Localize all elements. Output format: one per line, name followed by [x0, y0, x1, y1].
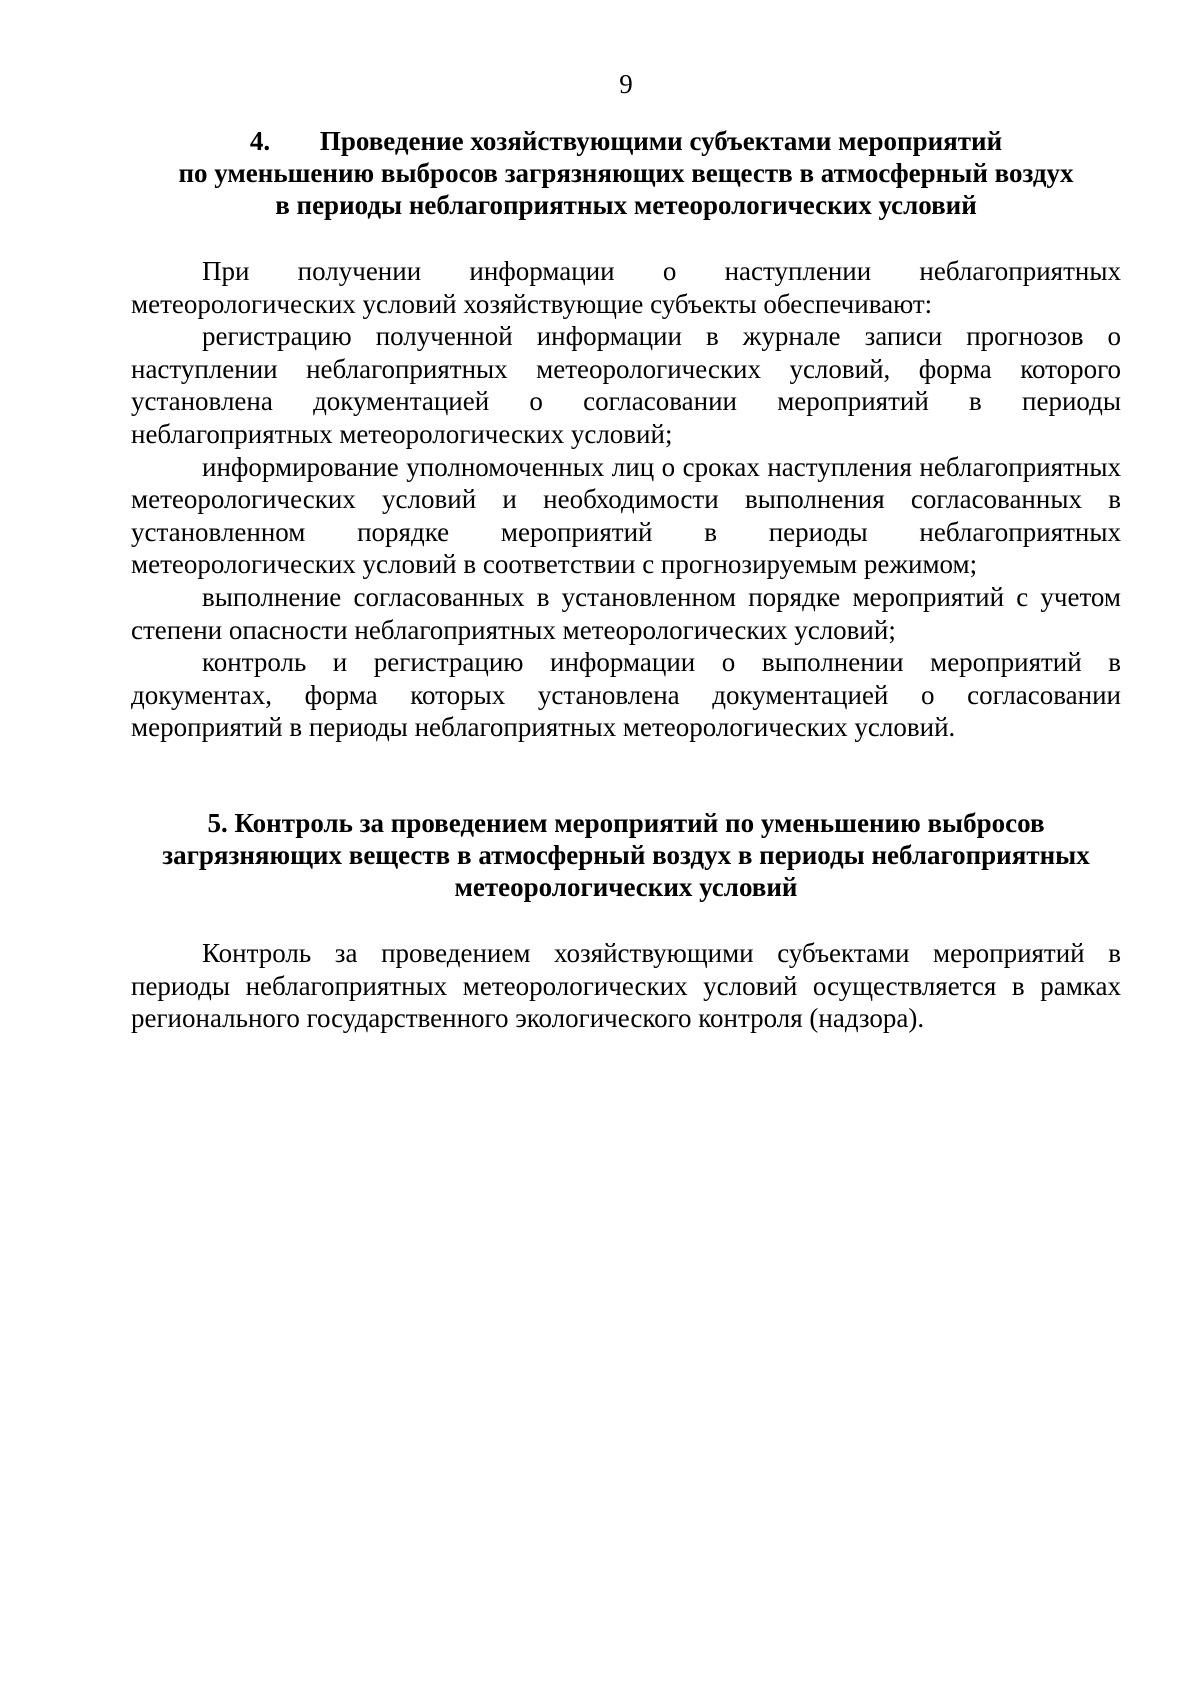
section-4-paragraph-3: информирование уполномоченных лиц о сроках наступления неблагоприятных метеорологических условий и необходимости выполнения согласованных в установленном порядке мероприятий в периоды неблагоприятных метеорологических условий в соответствии с прогнозируемым режимом; [131, 451, 1121, 580]
section-4-title-line-3: в периоды неблагоприятных метеорологических условий [275, 190, 977, 220]
section-4-heading-line [131, 125, 1121, 157]
section-4-title-line-1: Проведение хозяйствующими субъектами мероприятий [319, 126, 1003, 156]
section-4-paragraph-1: При получении информации о наступлении неблагоприятных метеорологических условий хозяйствующие субъекты обеспечивают: [131, 256, 1121, 319]
section-5-title-line-1: 5. Контроль за проведением мероприятий по уменьшению выбросов [207, 808, 1045, 838]
section-5-body [131, 937, 1121, 1035]
section-4-paragraph-4: выполнение согласованных в установленном порядке мероприятий с учетом степени опасности неблагоприятных метеорологических условий; [131, 581, 1121, 645]
section-5-title-line-3: метеорологических условий [454, 872, 798, 902]
section-4-body [131, 255, 1121, 744]
section-5-heading [131, 807, 1121, 903]
section-4-title-line-2: по уменьшению выбросов загрязняющих веществ в атмосферный воздух [178, 158, 1074, 188]
page-number: 9 [619, 69, 633, 99]
section-4-paragraph-5: контроль и регистрацию информации о выполнении мероприятий в документах, форма которых установлена документацией о согласовании мероприятий в периоды неблагоприятных метеорологических условий. [131, 647, 1121, 743]
document-page [131, 0, 1121, 1698]
section-5-title-line-2: загрязняющих веществ в атмосферный воздух в периоды неблагоприятных [162, 840, 1090, 870]
section-4-number: 4. [249, 126, 271, 156]
section-4-heading [131, 125, 1121, 221]
section-4-paragraph-2: регистрацию полученной информации в журнале записи прогнозов о наступлении неблагоприятных метеорологических условий, форма которого установлена документацией о согласовании мероприятий в периоды неблагоприятных метеорологических условий; [131, 321, 1121, 449]
section-5-paragraph-1: Контроль за проведением хозяйствующими субъектами мероприятий в периоды неблагоприятных метеорологических условий осуществляется в рамках регионального государственного экологического контроля (надзора). [131, 938, 1121, 1034]
